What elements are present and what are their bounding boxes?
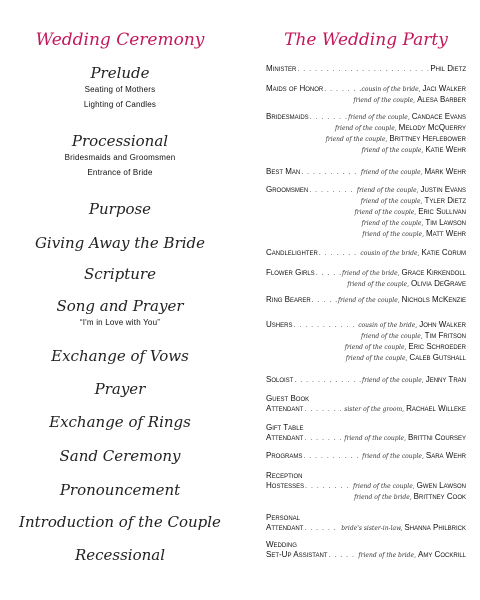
party-role-label: Set-Up Assistant bbox=[266, 550, 328, 559]
party-member-name: John Walker bbox=[419, 320, 466, 329]
ceremony-step bbox=[0, 481, 240, 499]
party-row-continued bbox=[266, 331, 466, 342]
ceremony-step-title: Purpose bbox=[88, 200, 152, 218]
party-role-label: Reception bbox=[266, 471, 303, 480]
party-member-name: Jaci Walker bbox=[422, 84, 466, 93]
ceremony-step-detail: “I'm in Love with You” bbox=[79, 318, 161, 327]
dot-leader bbox=[316, 269, 341, 279]
party-member-name: Candace Evans bbox=[411, 112, 466, 121]
party-role-label: Minister bbox=[266, 64, 297, 73]
ceremony-step bbox=[0, 132, 240, 180]
party-role-label: Soloist bbox=[266, 375, 294, 384]
party-relation: friend of the couple, bbox=[361, 377, 424, 384]
dot-leader bbox=[303, 452, 361, 462]
party-relation: friend of the couple, bbox=[362, 231, 424, 238]
party-relation: friend of the couple, bbox=[325, 136, 388, 143]
party-relation: friend of the bride, bbox=[354, 494, 412, 501]
party-row bbox=[266, 64, 466, 75]
party-member-name: Mark Wehr bbox=[424, 167, 466, 176]
ceremony-step-title: Recessional bbox=[74, 546, 166, 564]
dot-leader bbox=[297, 65, 429, 75]
party-relation: friend of the couple, bbox=[361, 220, 424, 227]
ceremony-step-detail: Lighting of Candles bbox=[83, 100, 157, 109]
party-relation: bride's sister-in-law, bbox=[341, 525, 403, 532]
dot-leader bbox=[294, 376, 361, 386]
party-row bbox=[266, 451, 466, 462]
ceremony-step-title: Prelude bbox=[90, 64, 150, 82]
party-entry bbox=[266, 320, 466, 364]
dot-leader bbox=[304, 405, 343, 415]
party-row bbox=[266, 295, 466, 306]
party-role-line bbox=[266, 540, 466, 550]
ceremony-step-title: Pronouncement bbox=[59, 481, 181, 499]
party-entry bbox=[266, 248, 466, 259]
ceremony-step bbox=[0, 413, 240, 431]
party-relation: friend of the couple, bbox=[345, 355, 408, 362]
party-entry bbox=[266, 185, 466, 240]
party-entry bbox=[266, 167, 466, 178]
party-member-name: Nichols McKenzie bbox=[401, 295, 466, 304]
wedding-party-title: The Wedding Party bbox=[284, 30, 448, 50]
party-row bbox=[266, 185, 466, 196]
party-relation: friend of the couple, bbox=[360, 333, 423, 340]
party-role-label: Bridesmaids bbox=[266, 112, 309, 121]
party-member-name: Alesa Barber bbox=[417, 95, 466, 104]
party-member-name: Matt Wehr bbox=[426, 229, 466, 238]
party-member-name: Melody McQuerry bbox=[398, 123, 466, 132]
party-row-continued bbox=[266, 342, 466, 353]
party-role-label: Attendant bbox=[266, 523, 304, 532]
party-member-name: Olivia DeGrave bbox=[410, 279, 466, 288]
party-row bbox=[266, 433, 466, 444]
party-row bbox=[266, 268, 466, 279]
party-relation: cousin of the bride, bbox=[360, 250, 420, 257]
dot-leader bbox=[304, 524, 340, 534]
party-row-continued bbox=[266, 145, 466, 156]
party-member-name: Shanna Philbrick bbox=[404, 523, 466, 532]
party-member-name: Katie Wehr bbox=[425, 145, 466, 154]
ceremony-step-detail: Seating of Mothers bbox=[84, 85, 156, 94]
party-member-name: Eric Sullivan bbox=[418, 207, 466, 216]
party-relation: friend of the couple, bbox=[344, 435, 406, 442]
ceremony-step bbox=[0, 513, 240, 531]
dot-leader bbox=[293, 321, 357, 331]
party-role-label: Gift Table bbox=[266, 423, 304, 432]
party-row-continued bbox=[266, 279, 466, 290]
party-role-label: Hostesses bbox=[266, 481, 305, 490]
party-relation: friend of the bride, bbox=[341, 270, 400, 277]
party-row-continued bbox=[266, 353, 466, 364]
dot-leader bbox=[310, 113, 347, 123]
party-relation: friend of the couple, bbox=[353, 97, 416, 104]
party-relation: friend of the couple, bbox=[354, 209, 417, 216]
party-row bbox=[266, 550, 466, 561]
party-role-label: Maids of Honor bbox=[266, 84, 324, 93]
party-role-line bbox=[266, 394, 466, 404]
party-role-label: Candlelighter bbox=[266, 248, 318, 257]
party-entry bbox=[266, 423, 466, 444]
party-relation: friend of the couple, bbox=[344, 344, 407, 351]
party-role-label: Best Man bbox=[266, 167, 301, 176]
ceremony-step bbox=[0, 347, 240, 365]
party-relation: cousin of the bride, bbox=[358, 322, 418, 329]
dot-leader bbox=[324, 85, 360, 95]
party-member-name: Tim Fritson bbox=[424, 331, 466, 340]
party-member-name: Justin Evans bbox=[420, 185, 466, 194]
party-entry bbox=[266, 471, 466, 503]
party-entry bbox=[266, 84, 466, 106]
party-relation: cousin of the bride, bbox=[361, 86, 421, 93]
dot-leader bbox=[305, 482, 352, 492]
party-row bbox=[266, 320, 466, 331]
party-row-continued bbox=[266, 492, 466, 503]
party-relation: friend of the couple, bbox=[352, 483, 415, 490]
dot-leader bbox=[312, 296, 337, 306]
party-row bbox=[266, 481, 466, 492]
ceremony-step bbox=[0, 546, 240, 564]
party-relation: friend of the couple, bbox=[347, 281, 409, 288]
party-role-label: Groomsmen bbox=[266, 185, 309, 194]
party-role-label: Attendant bbox=[266, 404, 304, 413]
dot-leader bbox=[301, 168, 360, 178]
ceremony-step-title: Exchange of Vows bbox=[51, 347, 189, 365]
party-entry bbox=[266, 268, 466, 290]
party-row bbox=[266, 523, 466, 534]
party-member-name: Rachael Willeke bbox=[406, 404, 466, 413]
wedding-party-column bbox=[266, 0, 466, 600]
party-row bbox=[266, 167, 466, 178]
dot-leader bbox=[304, 434, 343, 444]
party-row-continued bbox=[266, 95, 466, 106]
party-row-continued bbox=[266, 123, 466, 134]
ceremony-title: Wedding Ceremony bbox=[35, 30, 205, 50]
ceremony-step-title: Prayer bbox=[94, 380, 146, 398]
party-row bbox=[266, 248, 466, 259]
party-entry bbox=[266, 451, 466, 462]
ceremony-step-title: Processional bbox=[71, 132, 169, 150]
party-member-name: Tyler Dietz bbox=[424, 196, 466, 205]
party-role-label: Flower Girls bbox=[266, 268, 315, 277]
dot-leader bbox=[309, 186, 356, 196]
ceremony-step bbox=[0, 200, 240, 218]
party-row-continued bbox=[266, 207, 466, 218]
party-row-continued bbox=[266, 196, 466, 207]
party-row bbox=[266, 404, 466, 415]
party-member-name: Grace Kirkendoll bbox=[401, 268, 466, 277]
party-entry bbox=[266, 540, 466, 561]
party-row bbox=[266, 84, 466, 95]
ceremony-step bbox=[0, 447, 240, 465]
ceremony-step-title: Scripture bbox=[84, 265, 156, 283]
party-relation: friend of the couple, bbox=[360, 198, 423, 205]
party-member-name: Tim Lawson bbox=[425, 218, 466, 227]
party-row-continued bbox=[266, 134, 466, 145]
ceremony-step-title: Introduction of the Couple bbox=[19, 513, 221, 531]
party-entry bbox=[266, 295, 466, 306]
party-member-name: Eric Schroeder bbox=[408, 342, 466, 351]
ceremony-step bbox=[0, 234, 240, 252]
party-relation: friend of the couple, bbox=[360, 169, 423, 176]
party-member-name: Caleb Gutshall bbox=[409, 353, 466, 362]
party-row bbox=[266, 375, 466, 386]
ceremony-step-title: Exchange of Rings bbox=[49, 413, 191, 431]
party-relation: friend of the couple, bbox=[334, 125, 397, 132]
party-entry bbox=[266, 394, 466, 415]
party-member-name: Gwen Lawson bbox=[416, 481, 466, 490]
party-relation: friend of the bride, bbox=[358, 552, 416, 559]
party-member-name: Brittney Cook bbox=[413, 492, 466, 501]
ceremony-step bbox=[0, 380, 240, 398]
party-member-name: Amy Cockrill bbox=[417, 550, 466, 559]
party-role-label: Attendant bbox=[266, 433, 304, 442]
dot-leader bbox=[319, 249, 360, 259]
ceremony-step bbox=[0, 265, 240, 283]
party-member-name: Katie Corum bbox=[421, 248, 466, 257]
party-relation: sister of the groom, bbox=[344, 406, 405, 413]
party-relation: friend of the couple, bbox=[356, 187, 419, 194]
party-member-name: Jenny Tran bbox=[425, 375, 466, 384]
party-member-name: Brittney Heflebower bbox=[389, 134, 466, 143]
party-entry bbox=[266, 513, 466, 534]
party-member-name: Phil Dietz bbox=[430, 64, 466, 73]
ceremony-step-detail: Entrance of Bride bbox=[87, 168, 153, 177]
party-relation: friend of the couple, bbox=[362, 453, 424, 460]
party-entry bbox=[266, 64, 466, 75]
party-role-label: Personal bbox=[266, 513, 301, 522]
party-role-line bbox=[266, 423, 466, 433]
party-row-continued bbox=[266, 229, 466, 240]
party-relation: friend of the couple, bbox=[361, 147, 424, 154]
dot-leader bbox=[328, 551, 357, 561]
party-role-line bbox=[266, 513, 466, 523]
party-role-label: Ushers bbox=[266, 320, 293, 329]
party-member-name: Brittni Coursey bbox=[407, 433, 466, 442]
party-relation: friend of the couple, bbox=[337, 297, 400, 304]
party-entry bbox=[266, 375, 466, 386]
party-role-label: Wedding bbox=[266, 540, 297, 549]
ceremony-step-detail: Bridesmaids and Groomsmen bbox=[64, 153, 176, 162]
party-entry bbox=[266, 112, 466, 156]
party-role-label: Ring Bearer bbox=[266, 295, 311, 304]
party-member-name: Sara Wehr bbox=[425, 451, 466, 460]
party-role-label: Programs bbox=[266, 451, 303, 460]
ceremony-step bbox=[0, 297, 240, 330]
party-role-label: Guest Book bbox=[266, 394, 310, 403]
ceremony-step-title: Song and Prayer bbox=[56, 297, 184, 315]
party-relation: friend of the couple, bbox=[348, 114, 410, 121]
ceremony-step bbox=[0, 64, 240, 112]
party-row-continued bbox=[266, 218, 466, 229]
party-row bbox=[266, 112, 466, 123]
party-role-line bbox=[266, 471, 466, 481]
ceremony-step-title: Sand Ceremony bbox=[59, 447, 181, 465]
ceremony-step-title: Giving Away the Bride bbox=[34, 234, 206, 252]
